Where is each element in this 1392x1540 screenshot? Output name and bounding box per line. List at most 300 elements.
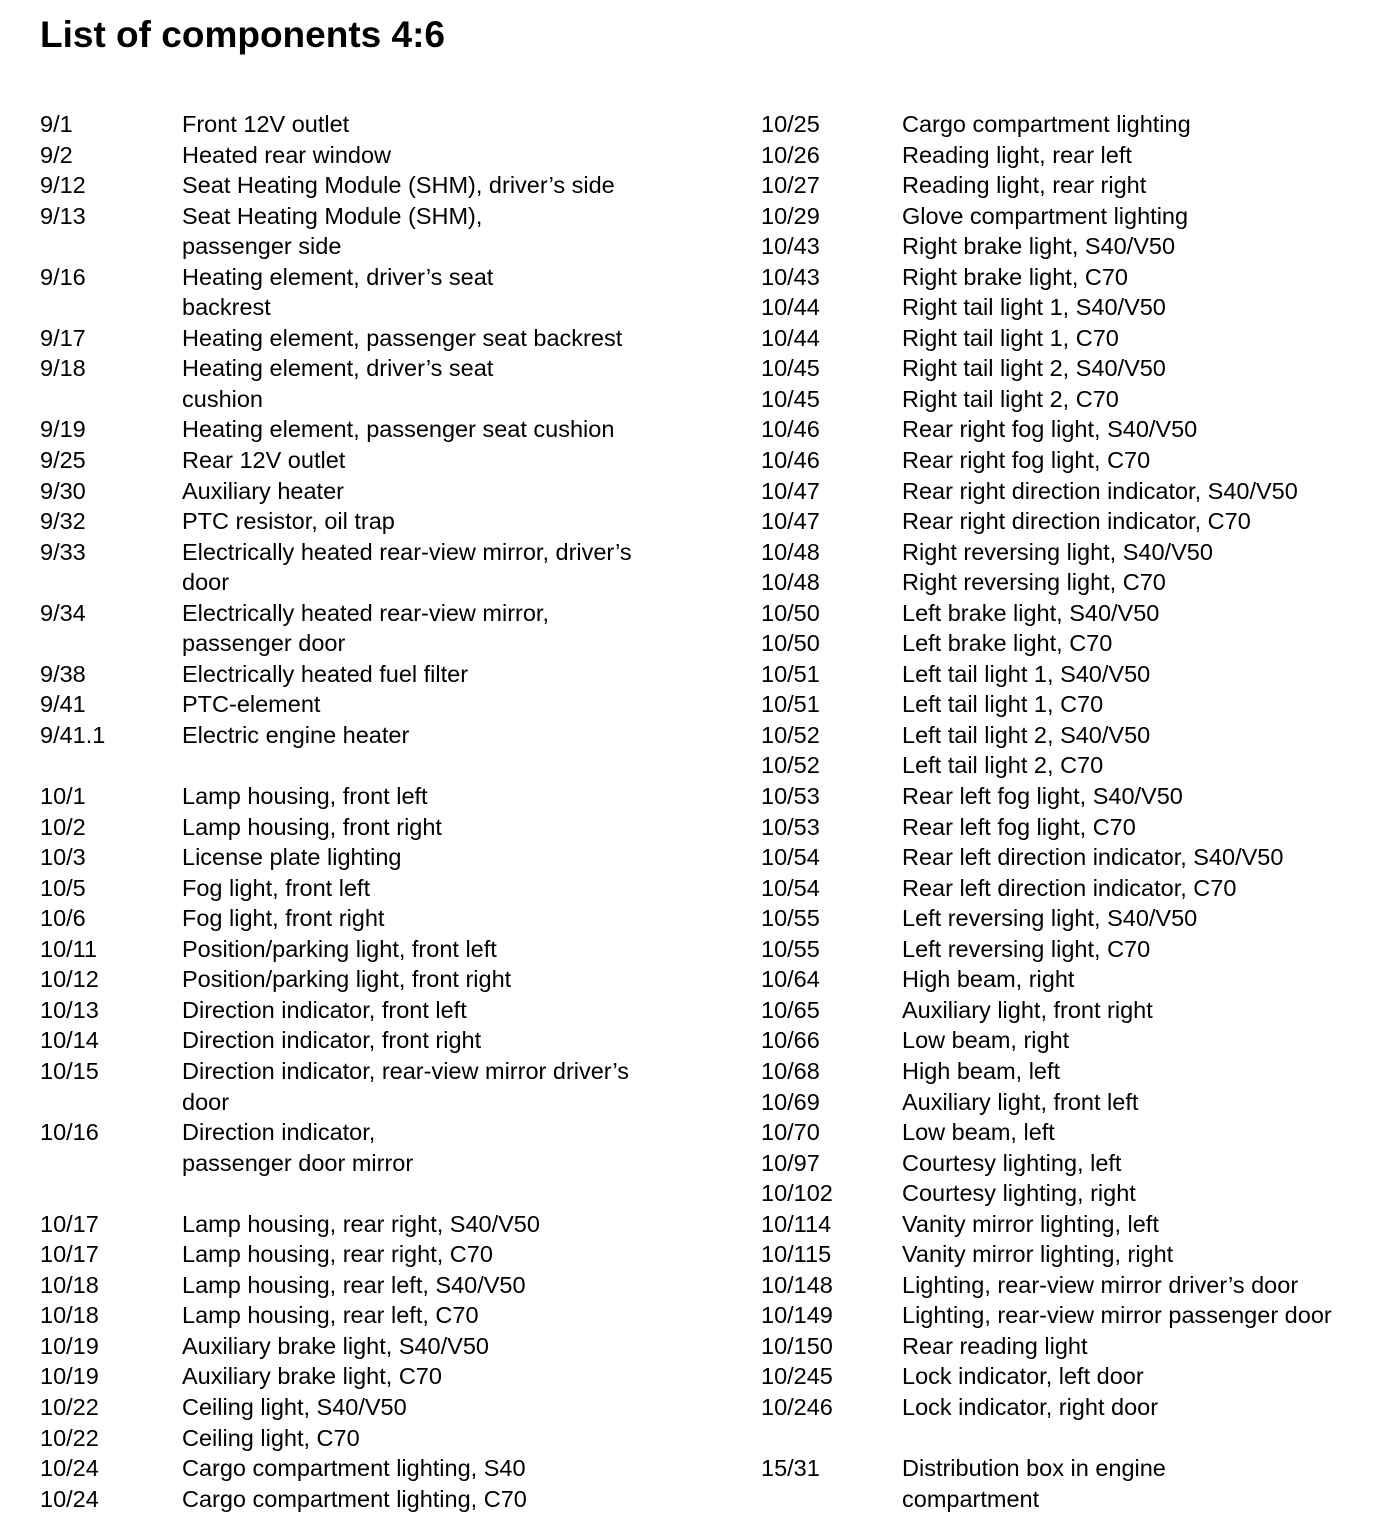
component-code: 10/6 <box>40 905 86 932</box>
component-code: 10/45 <box>761 355 820 382</box>
component-description-line: Right reversing light, S40/V50 <box>902 538 1213 565</box>
component-code: 10/19 <box>40 1332 99 1359</box>
component-description <box>182 1209 540 1240</box>
component-description-line: compartment <box>902 1485 1040 1512</box>
component-description-line: Rear left direction indicator, S40/V50 <box>902 844 1284 871</box>
component-description <box>902 934 1150 965</box>
component-row <box>761 262 1381 293</box>
component-description-line: Lighting, rear-view mirror driver’s door <box>902 1271 1299 1298</box>
component-description <box>182 1056 629 1117</box>
component-code: 10/54 <box>761 844 820 871</box>
component-code: 10/13 <box>40 996 99 1023</box>
component-description <box>902 781 1183 812</box>
component-code: 10/102 <box>761 1180 833 1207</box>
component-code: 10/48 <box>761 569 820 596</box>
component-description-line: Ceiling light, C70 <box>182 1424 360 1451</box>
component-description <box>182 1331 489 1362</box>
component-row <box>40 689 730 720</box>
component-code: 9/19 <box>40 416 86 443</box>
component-description-line: Distribution box in engine <box>902 1455 1166 1482</box>
component-description-line: Reading light, rear left <box>902 141 1132 168</box>
component-description <box>902 842 1283 873</box>
component-row <box>761 353 1381 384</box>
component-description <box>902 109 1191 140</box>
component-description-line: Left tail light 1, S40/V50 <box>902 660 1151 687</box>
component-description-line: Auxiliary heater <box>182 477 344 504</box>
component-row <box>761 659 1381 690</box>
component-description <box>182 995 467 1026</box>
component-row <box>40 201 730 262</box>
component-description-line: passenger door mirror <box>182 1149 414 1176</box>
component-description <box>182 1025 481 1056</box>
component-code: 10/24 <box>40 1485 99 1512</box>
component-description <box>182 140 391 171</box>
component-description <box>182 689 320 720</box>
group-spacer <box>40 1178 730 1209</box>
component-description-line: Vanity mirror lighting, right <box>902 1241 1174 1268</box>
component-code: 10/52 <box>761 752 820 779</box>
component-description <box>902 353 1166 384</box>
component-description <box>902 689 1103 720</box>
component-code: 10/50 <box>761 630 820 657</box>
component-description-line: Lighting, rear-view mirror passenger door <box>902 1302 1332 1329</box>
component-description-line: License plate lighting <box>182 844 402 871</box>
component-description-line: Direction indicator, <box>182 1119 376 1146</box>
component-description-line: Direction indicator, front right <box>182 1027 482 1054</box>
component-description-line: Rear right fog light, S40/V50 <box>902 416 1198 443</box>
component-code: 10/25 <box>761 111 820 137</box>
component-code: 10/44 <box>761 294 820 321</box>
component-row <box>40 1025 730 1056</box>
component-description <box>182 476 344 507</box>
component-row <box>40 1423 730 1454</box>
component-row <box>761 292 1381 323</box>
component-description-line: Left reversing light, S40/V50 <box>902 905 1198 932</box>
component-code: 10/17 <box>40 1241 99 1268</box>
component-row <box>761 689 1381 720</box>
component-description-line: Low beam, left <box>902 1119 1055 1146</box>
component-description-line: Electrically heated fuel filter <box>182 660 469 687</box>
component-description <box>182 1484 527 1515</box>
component-description-line: Cargo compartment lighting <box>902 111 1191 137</box>
component-description <box>902 476 1298 507</box>
component-row <box>40 720 730 751</box>
page-title: List of components 4:6 <box>40 14 445 55</box>
component-row <box>761 231 1381 262</box>
component-code: 10/68 <box>761 1057 820 1084</box>
component-description <box>902 1209 1159 1240</box>
component-description <box>182 323 622 354</box>
component-description-line: door <box>182 1088 230 1115</box>
component-code: 10/97 <box>761 1149 820 1176</box>
component-description <box>902 1239 1173 1270</box>
component-description-line: PTC resistor, oil trap <box>182 508 395 535</box>
component-code: 10/54 <box>761 874 820 901</box>
component-description-line: Left brake light, S40/V50 <box>902 599 1160 626</box>
component-code: 10/14 <box>40 1027 99 1054</box>
component-code: 10/246 <box>761 1393 833 1420</box>
component-description-line: Seat Heating Module (SHM), driver’s side <box>182 172 615 199</box>
component-description <box>182 1392 407 1423</box>
component-row <box>40 964 730 995</box>
component-row <box>40 659 730 690</box>
component-row <box>40 934 730 965</box>
component-description-line: Rear left fog light, C70 <box>902 813 1136 840</box>
component-row <box>761 109 1381 140</box>
component-description-line: Courtesy lighting, right <box>902 1180 1136 1207</box>
component-row <box>40 1209 730 1240</box>
component-code: 10/47 <box>761 508 820 535</box>
component-row <box>761 598 1381 629</box>
component-row <box>40 1300 730 1331</box>
component-code: 10/19 <box>40 1363 99 1390</box>
component-row <box>40 109 730 140</box>
component-description <box>902 1300 1332 1331</box>
component-row <box>40 812 730 843</box>
component-description <box>902 140 1132 171</box>
component-row <box>40 1392 730 1423</box>
component-description <box>902 1392 1158 1423</box>
component-description-line: Auxiliary brake light, C70 <box>182 1363 442 1390</box>
component-description-line: Rear left fog light, S40/V50 <box>902 783 1183 810</box>
component-code: 10/29 <box>761 202 820 229</box>
component-description-line: Electrically heated rear-view mirror, <box>182 599 549 626</box>
component-row <box>761 1087 1381 1118</box>
component-description <box>182 506 395 537</box>
component-row <box>761 934 1381 965</box>
component-description <box>902 537 1213 568</box>
component-description-line: Low beam, right <box>902 1027 1070 1054</box>
component-row <box>40 842 730 873</box>
component-row <box>761 1270 1381 1301</box>
component-row <box>40 445 730 476</box>
component-description-line: Right tail light 2, S40/V50 <box>902 355 1166 382</box>
component-description <box>182 1453 526 1484</box>
component-description <box>182 201 482 262</box>
component-description-line: Direction indicator, rear-view mirror driver’s <box>182 1057 630 1084</box>
component-row <box>761 873 1381 904</box>
component-description-line: Front 12V outlet <box>182 111 350 137</box>
component-description-line: Heating element, driver’s seat <box>182 355 494 382</box>
component-row <box>761 720 1381 751</box>
component-description <box>182 1239 493 1270</box>
component-description <box>902 1025 1069 1056</box>
component-description <box>902 323 1119 354</box>
component-description-line: Right tail light 2, C70 <box>902 385 1119 412</box>
component-description-line: backrest <box>182 294 271 321</box>
component-description <box>902 964 1074 995</box>
component-row <box>761 1025 1381 1056</box>
component-description <box>902 1148 1121 1179</box>
component-description-line: Lamp housing, rear left, C70 <box>182 1302 479 1329</box>
component-description <box>182 170 615 201</box>
component-row <box>761 323 1381 354</box>
component-code: 10/115 <box>761 1241 832 1268</box>
component-description-line: Right reversing light, C70 <box>902 569 1166 596</box>
component-description <box>182 353 493 414</box>
component-description-line: Ceiling light, S40/V50 <box>182 1393 407 1420</box>
group-spacer <box>40 750 730 781</box>
component-code: 10/27 <box>761 172 820 199</box>
component-description-line: Right tail light 1, S40/V50 <box>902 294 1166 321</box>
component-description <box>902 567 1166 598</box>
component-description <box>902 995 1153 1026</box>
component-row <box>40 476 730 507</box>
component-row <box>761 964 1381 995</box>
component-description-line: Lamp housing, front left <box>182 783 428 810</box>
component-code: 10/45 <box>761 385 820 412</box>
component-code: 10/51 <box>761 691 820 718</box>
component-description <box>902 1056 1060 1087</box>
component-row <box>761 781 1381 812</box>
component-code: 10/5 <box>40 874 86 901</box>
component-row <box>761 1148 1381 1179</box>
component-row <box>761 140 1381 171</box>
component-description-line: Electric engine heater <box>182 721 410 748</box>
component-code: 9/32 <box>40 508 86 535</box>
component-description-line: Vanity mirror lighting, left <box>902 1210 1159 1237</box>
component-row <box>40 140 730 171</box>
component-description-line: Rear right direction indicator, S40/V50 <box>902 477 1298 504</box>
component-row <box>761 567 1381 598</box>
component-code: 10/149 <box>761 1302 833 1329</box>
component-description <box>902 1087 1138 1118</box>
component-description-line: Left reversing light, C70 <box>902 935 1151 962</box>
component-description <box>182 934 497 965</box>
component-code: 10/22 <box>40 1393 99 1420</box>
component-description-line: Direction indicator, front left <box>182 996 467 1023</box>
component-description-line: Seat Heating Module (SHM), <box>182 202 483 229</box>
component-code: 9/1 <box>40 111 73 137</box>
component-code: 10/18 <box>40 1302 99 1329</box>
component-code: 10/150 <box>761 1332 833 1359</box>
component-code: 10/148 <box>761 1271 833 1298</box>
component-description-line: High beam, left <box>902 1057 1061 1084</box>
component-row <box>761 628 1381 659</box>
component-row <box>761 1239 1381 1270</box>
component-code: 10/3 <box>40 844 86 871</box>
component-row <box>761 506 1381 537</box>
component-code: 9/17 <box>40 324 86 351</box>
components-list-left <box>40 109 730 1514</box>
component-row <box>761 445 1381 476</box>
component-description <box>902 384 1119 415</box>
component-row <box>40 1453 730 1484</box>
component-description <box>902 231 1175 262</box>
component-description <box>182 1361 442 1392</box>
component-row <box>40 1361 730 1392</box>
component-row <box>40 170 730 201</box>
component-row <box>40 262 730 323</box>
group-spacer <box>761 1423 1381 1454</box>
component-description-line: Right brake light, C70 <box>902 263 1128 290</box>
component-row <box>761 1178 1381 1209</box>
component-description <box>902 170 1146 201</box>
component-description-line: door <box>182 569 230 596</box>
component-description-line: Reading light, rear right <box>902 172 1147 199</box>
component-code: 10/66 <box>761 1027 820 1054</box>
component-code: 10/55 <box>761 905 820 932</box>
component-description <box>902 1270 1298 1301</box>
component-code: 10/47 <box>761 477 820 504</box>
component-row <box>40 1270 730 1301</box>
component-description <box>182 842 402 873</box>
component-description <box>902 1178 1136 1209</box>
component-description <box>902 812 1136 843</box>
component-description <box>902 659 1150 690</box>
component-description-line: Lamp housing, rear right, C70 <box>182 1241 493 1268</box>
component-code: 10/53 <box>761 783 820 810</box>
component-description <box>902 506 1251 537</box>
component-row <box>40 1056 730 1117</box>
component-description-line: PTC-element <box>182 691 321 718</box>
component-code: 10/51 <box>761 660 820 687</box>
component-code: 9/13 <box>40 202 86 229</box>
component-code: 10/48 <box>761 538 820 565</box>
component-row <box>40 903 730 934</box>
component-description-line: Fog light, front left <box>182 874 371 901</box>
component-description <box>902 628 1112 659</box>
component-code: 10/12 <box>40 966 99 993</box>
component-description-line: Lock indicator, left door <box>902 1363 1144 1390</box>
component-code: 10/24 <box>40 1455 99 1482</box>
component-row <box>761 1392 1381 1423</box>
component-code: 10/114 <box>761 1210 832 1237</box>
component-code: 10/245 <box>761 1363 833 1390</box>
component-description-line: Lamp housing, front right <box>182 813 442 840</box>
component-row <box>761 170 1381 201</box>
component-row <box>40 1117 730 1178</box>
component-description <box>182 873 370 904</box>
component-description-line: Auxiliary brake light, S40/V50 <box>182 1332 489 1359</box>
component-code: 9/33 <box>40 538 86 565</box>
component-code: 9/18 <box>40 355 86 382</box>
component-description-line: Rear right fog light, C70 <box>902 447 1151 474</box>
component-code: 10/53 <box>761 813 820 840</box>
component-description <box>182 537 632 598</box>
component-code: 10/46 <box>761 416 820 443</box>
component-code: 10/52 <box>761 721 820 748</box>
component-code: 10/17 <box>40 1210 99 1237</box>
component-description <box>182 414 614 445</box>
component-description <box>182 964 511 995</box>
component-row <box>40 1239 730 1270</box>
component-description <box>182 1300 479 1331</box>
component-description-line: Glove compartment lighting <box>902 202 1189 229</box>
component-row <box>761 384 1381 415</box>
component-description-line: Position/parking light, front left <box>182 935 497 962</box>
component-description-line: Auxiliary light, front left <box>902 1088 1139 1115</box>
component-description-line: Heating element, passenger seat cushion <box>182 416 615 443</box>
component-code: 10/43 <box>761 263 820 290</box>
component-description-line: Electrically heated rear-view mirror, driver’s <box>182 538 632 565</box>
component-description <box>182 262 493 323</box>
component-code: 15/31 <box>761 1455 820 1482</box>
component-description-line: Heated rear window <box>182 141 391 168</box>
component-description <box>182 445 345 476</box>
component-description <box>182 812 442 843</box>
component-description <box>902 1117 1055 1148</box>
component-row <box>40 1484 730 1515</box>
component-row <box>40 414 730 445</box>
component-code: 10/65 <box>761 996 820 1023</box>
component-row <box>761 201 1381 232</box>
component-row <box>761 1209 1381 1240</box>
component-row <box>40 1331 730 1362</box>
component-row <box>40 323 730 354</box>
component-code: 9/12 <box>40 172 86 199</box>
component-code: 9/2 <box>40 141 73 168</box>
component-code: 10/16 <box>40 1119 99 1146</box>
component-description <box>182 720 409 751</box>
component-row <box>40 353 730 414</box>
component-code: 10/46 <box>761 447 820 474</box>
component-row <box>761 812 1381 843</box>
component-row <box>761 1056 1381 1087</box>
component-description <box>182 659 468 690</box>
component-description <box>902 903 1197 934</box>
component-description-line: Cargo compartment lighting, S40 <box>182 1455 526 1482</box>
component-code: 10/22 <box>40 1424 99 1451</box>
component-row <box>761 1331 1381 1362</box>
component-description <box>902 1331 1088 1362</box>
component-description-line: Cargo compartment lighting, C70 <box>182 1485 527 1512</box>
component-row <box>761 414 1381 445</box>
component-code: 9/34 <box>40 599 86 626</box>
component-row <box>761 476 1381 507</box>
component-row <box>40 873 730 904</box>
component-description-line: passenger side <box>182 233 342 260</box>
component-description <box>902 414 1197 445</box>
component-code: 10/69 <box>761 1088 820 1115</box>
component-description <box>902 873 1236 904</box>
component-row <box>40 598 730 659</box>
component-description <box>902 445 1150 476</box>
component-description <box>902 201 1188 232</box>
component-row <box>761 750 1381 781</box>
component-description-line: Rear left direction indicator, C70 <box>902 874 1237 901</box>
component-description <box>182 1423 360 1454</box>
component-description-line: Heating element, driver’s seat <box>182 263 494 290</box>
component-description-line: Right tail light 1, C70 <box>902 324 1119 351</box>
component-row <box>40 781 730 812</box>
component-description <box>902 292 1166 323</box>
component-row <box>40 995 730 1026</box>
component-code: 10/1 <box>40 783 86 810</box>
component-description-line: Heating element, passenger seat backrest <box>182 324 623 351</box>
component-description <box>902 720 1150 751</box>
component-row <box>761 842 1381 873</box>
component-row <box>761 1300 1381 1331</box>
component-row <box>761 537 1381 568</box>
component-code: 10/26 <box>761 141 820 168</box>
component-description <box>902 750 1103 781</box>
component-code: 9/41.1 <box>40 721 106 748</box>
component-code: 9/30 <box>40 477 86 504</box>
component-code: 9/38 <box>40 660 86 687</box>
component-description-line: High beam, right <box>902 966 1075 993</box>
component-description-line: Fog light, front right <box>182 905 385 932</box>
component-code: 10/55 <box>761 935 820 962</box>
component-description-line: Auxiliary light, front right <box>902 996 1153 1023</box>
component-description <box>902 598 1159 629</box>
component-code: 9/25 <box>40 447 86 474</box>
component-code: 10/2 <box>40 813 86 840</box>
component-code: 10/70 <box>761 1119 820 1146</box>
component-row <box>761 1453 1381 1514</box>
component-description <box>182 109 349 140</box>
component-code: 10/50 <box>761 599 820 626</box>
